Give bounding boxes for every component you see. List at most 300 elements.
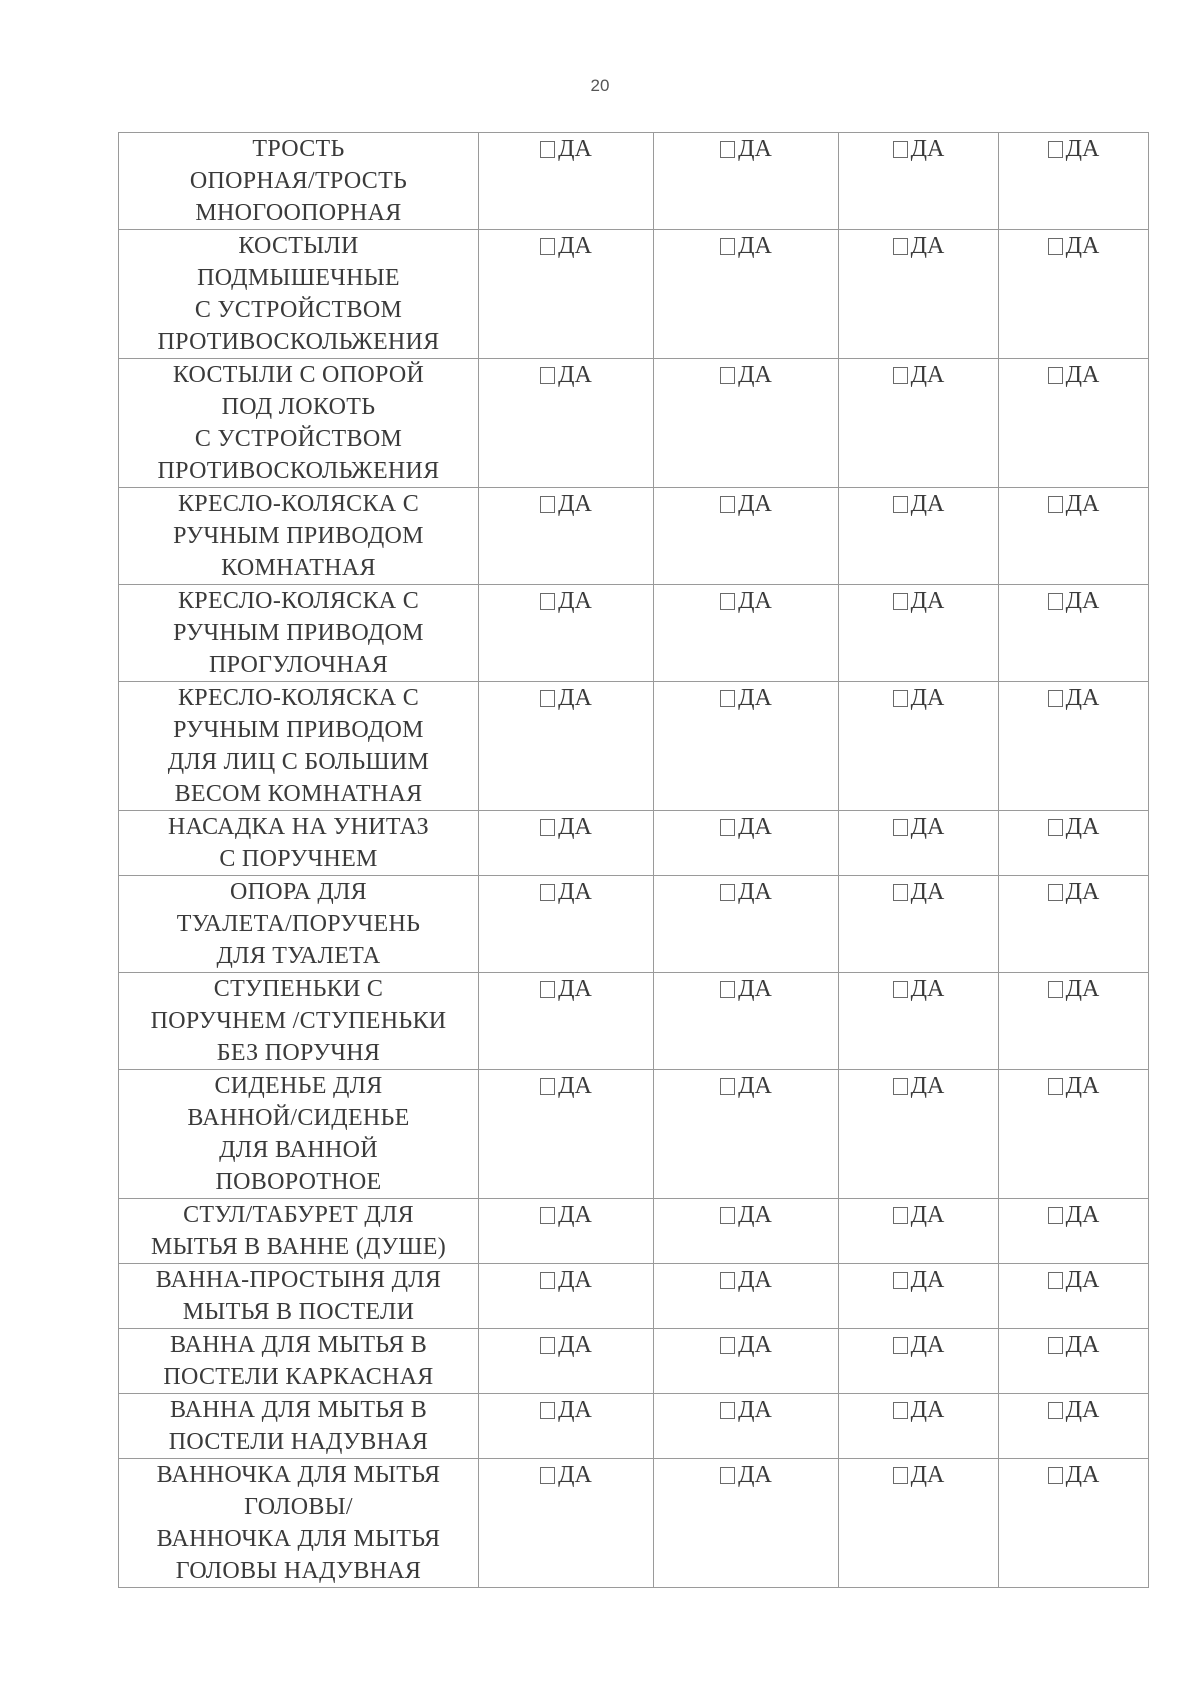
checkbox-cell	[479, 1070, 654, 1199]
item-name-line: ДЛЯ ТУАЛЕТА	[216, 943, 381, 969]
yes-checkbox[interactable]	[893, 1459, 945, 1491]
checkbox-label: ДА	[558, 1397, 592, 1423]
checkbox-square-icon[interactable]	[540, 1207, 555, 1224]
checkbox-square-icon[interactable]	[540, 238, 555, 255]
item-name-line: МЫТЬЯ В ПОСТЕЛИ	[182, 1299, 415, 1325]
checkbox-cell	[839, 876, 999, 973]
checkbox-cell	[654, 876, 839, 973]
table-row	[119, 1459, 1149, 1588]
checkbox-square-icon[interactable]	[720, 238, 735, 255]
yes-checkbox[interactable]	[893, 1199, 945, 1231]
checkbox-square-icon[interactable]	[720, 884, 735, 901]
yes-checkbox[interactable]	[1048, 585, 1100, 617]
checkbox-label: ДА	[738, 136, 772, 162]
checkbox-label: ДА	[1065, 588, 1100, 614]
yes-checkbox[interactable]	[893, 682, 945, 714]
checkbox-cell	[999, 1329, 1149, 1394]
yes-checkbox[interactable]	[1048, 682, 1100, 714]
checkbox-square-icon[interactable]	[540, 496, 555, 513]
checkbox-label: ДА	[558, 976, 592, 1002]
checkbox-cell	[654, 488, 839, 585]
yes-checkbox[interactable]	[540, 1394, 592, 1426]
item-name-line: ГОЛОВЫ/	[244, 1494, 353, 1520]
yes-checkbox[interactable]	[720, 1459, 772, 1491]
table-row	[119, 1329, 1149, 1394]
checkbox-cell	[999, 133, 1149, 230]
item-name-line: ОПОРНАЯ/ТРОСТЬ	[189, 168, 408, 194]
item-name-line: ПРОТИВОСКОЛЬЖЕНИЯ	[157, 329, 440, 355]
yes-checkbox[interactable]	[720, 230, 772, 262]
yes-checkbox[interactable]	[1048, 1199, 1100, 1231]
item-name-line: ВАННОЙ/СИДЕНЬЕ	[187, 1105, 410, 1131]
checkbox-cell	[479, 811, 654, 876]
item-name-cell	[119, 1394, 479, 1459]
item-name-line: С УСТРОЙСТВОМ	[194, 426, 403, 452]
checkbox-cell	[479, 133, 654, 230]
yes-checkbox[interactable]	[893, 876, 945, 908]
yes-checkbox[interactable]	[1048, 1329, 1100, 1361]
yes-checkbox[interactable]	[893, 1070, 945, 1102]
checkbox-label: ДА	[910, 233, 945, 259]
item-name-line: С ПОРУЧНЕМ	[219, 846, 378, 872]
item-name-line: МНОГООПОРНАЯ	[195, 200, 402, 226]
checkbox-square-icon[interactable]	[893, 1402, 908, 1419]
yes-checkbox[interactable]	[720, 1264, 772, 1296]
checkbox-label: ДА	[738, 1462, 772, 1488]
checkbox-cell	[479, 488, 654, 585]
checkbox-square-icon[interactable]	[893, 819, 908, 836]
checkbox-square-icon[interactable]	[1048, 1272, 1063, 1289]
checkbox-square-icon[interactable]	[1048, 367, 1063, 384]
yes-checkbox[interactable]	[720, 973, 772, 1005]
checkbox-label: ДА	[738, 491, 772, 517]
yes-checkbox[interactable]	[1048, 230, 1100, 262]
checkbox-square-icon[interactable]	[540, 1337, 555, 1354]
checkbox-label: ДА	[910, 879, 945, 905]
item-name-cell	[119, 359, 479, 488]
yes-checkbox[interactable]	[1048, 1459, 1100, 1491]
checkbox-label: ДА	[1065, 1332, 1100, 1358]
checkbox-label: ДА	[1065, 362, 1100, 388]
checkbox-label: ДА	[910, 1462, 945, 1488]
item-name-line: ПРОГУЛОЧНАЯ	[208, 652, 389, 678]
checkbox-label: ДА	[558, 685, 592, 711]
checkbox-square-icon[interactable]	[1048, 141, 1063, 158]
yes-checkbox[interactable]	[1048, 359, 1100, 391]
checkbox-cell	[479, 230, 654, 359]
checkbox-cell	[999, 811, 1149, 876]
item-name-cell	[119, 1264, 479, 1329]
yes-checkbox[interactable]	[720, 1394, 772, 1426]
checkbox-label: ДА	[558, 233, 592, 259]
checkbox-cell	[839, 973, 999, 1070]
checkbox-label: ДА	[910, 1332, 945, 1358]
checkbox-cell	[839, 682, 999, 811]
checkbox-cell	[479, 1264, 654, 1329]
checkbox-label: ДА	[558, 814, 592, 840]
checkbox-square-icon[interactable]	[1048, 1337, 1063, 1354]
yes-checkbox[interactable]	[540, 359, 592, 391]
checkbox-cell	[999, 488, 1149, 585]
checkbox-label: ДА	[1065, 136, 1100, 162]
yes-checkbox[interactable]	[540, 973, 592, 1005]
checkbox-cell	[654, 1070, 839, 1199]
checkbox-cell	[479, 973, 654, 1070]
checkbox-cell	[654, 1264, 839, 1329]
yes-checkbox[interactable]	[893, 1394, 945, 1426]
checkbox-cell	[999, 585, 1149, 682]
item-name-line: ДЛЯ ЛИЦ С БОЛЬШИМ	[167, 749, 430, 775]
checkbox-cell	[479, 1394, 654, 1459]
table-row	[119, 1394, 1149, 1459]
yes-checkbox[interactable]	[1048, 1264, 1100, 1296]
checkbox-square-icon[interactable]	[540, 884, 555, 901]
yes-checkbox[interactable]	[1048, 1070, 1100, 1102]
checkbox-label: ДА	[738, 362, 772, 388]
checkbox-cell	[999, 973, 1149, 1070]
checkbox-cell	[479, 1459, 654, 1588]
checkbox-label: ДА	[738, 588, 772, 614]
item-name-line: КОСТЫЛИ	[238, 233, 359, 259]
item-name-cell	[119, 230, 479, 359]
checkbox-label: ДА	[910, 1267, 945, 1293]
table-row	[119, 1070, 1149, 1199]
checkbox-square-icon[interactable]	[1048, 1207, 1063, 1224]
checkbox-label: ДА	[558, 1202, 592, 1228]
checkbox-square-icon[interactable]	[893, 1207, 908, 1224]
checkbox-label: ДА	[910, 588, 945, 614]
yes-checkbox[interactable]	[540, 230, 592, 262]
yes-checkbox[interactable]	[720, 1070, 772, 1102]
checkbox-label: ДА	[910, 1202, 945, 1228]
checkbox-cell	[999, 1199, 1149, 1264]
checkbox-cell	[654, 133, 839, 230]
item-name-cell	[119, 1199, 479, 1264]
item-name-cell	[119, 973, 479, 1070]
item-name-line: ВАННОЧКА ДЛЯ МЫТЬЯ	[156, 1526, 441, 1552]
checkbox-label: ДА	[1065, 491, 1100, 517]
checkbox-square-icon[interactable]	[1048, 819, 1063, 836]
yes-checkbox[interactable]	[540, 488, 592, 520]
item-name-line: ПОВОРОТНОЕ	[215, 1169, 382, 1195]
checkbox-cell	[839, 230, 999, 359]
checkbox-label: ДА	[558, 1332, 592, 1358]
yes-checkbox[interactable]	[540, 585, 592, 617]
checkbox-cell	[839, 585, 999, 682]
checkbox-square-icon[interactable]	[1048, 981, 1063, 998]
checkbox-cell	[999, 230, 1149, 359]
checkbox-label: ДА	[738, 685, 772, 711]
item-name-cell	[119, 133, 479, 230]
checkbox-cell	[479, 1199, 654, 1264]
yes-checkbox[interactable]	[1048, 1394, 1100, 1426]
item-name-line: КРЕСЛО-КОЛЯСКА С	[177, 588, 419, 614]
checkbox-cell	[999, 1070, 1149, 1199]
checkbox-label: ДА	[910, 976, 945, 1002]
checkbox-label: ДА	[738, 814, 772, 840]
table-row	[119, 488, 1149, 585]
item-name-line: ВАННА ДЛЯ МЫТЬЯ В	[169, 1332, 428, 1358]
yes-checkbox[interactable]	[540, 1199, 592, 1231]
yes-checkbox[interactable]	[1048, 133, 1100, 165]
checkbox-label: ДА	[558, 362, 592, 388]
checkbox-square-icon[interactable]	[540, 367, 555, 384]
item-name-line: НАСАДКА НА УНИТАЗ	[168, 814, 429, 840]
checkbox-label: ДА	[558, 1267, 592, 1293]
item-name-line: БЕЗ ПОРУЧНЯ	[216, 1040, 381, 1066]
checkbox-square-icon[interactable]	[540, 690, 555, 707]
checkbox-label: ДА	[1065, 1397, 1100, 1423]
item-name-line: ОПОРА ДЛЯ	[230, 879, 367, 905]
checkbox-square-icon[interactable]	[893, 981, 908, 998]
checkbox-label: ДА	[558, 879, 592, 905]
item-name-line: ВЕСОМ КОМНАТНАЯ	[174, 781, 423, 807]
checkbox-cell	[839, 133, 999, 230]
checkbox-square-icon[interactable]	[540, 1467, 555, 1484]
checkbox-cell	[654, 359, 839, 488]
checkbox-cell	[479, 359, 654, 488]
checkbox-square-icon[interactable]	[893, 593, 908, 610]
checkbox-label: ДА	[1065, 976, 1100, 1002]
item-name-line: С УСТРОЙСТВОМ	[194, 297, 403, 323]
checkbox-square-icon[interactable]	[540, 1402, 555, 1419]
table-row	[119, 876, 1149, 973]
checkbox-square-icon[interactable]	[720, 367, 735, 384]
item-name-line: ПОСТЕЛИ НАДУВНАЯ	[168, 1429, 429, 1455]
yes-checkbox[interactable]	[893, 230, 945, 262]
checkbox-label: ДА	[558, 491, 592, 517]
checkbox-square-icon[interactable]	[720, 1467, 735, 1484]
checkbox-square-icon[interactable]	[720, 690, 735, 707]
yes-checkbox[interactable]	[720, 1199, 772, 1231]
yes-checkbox[interactable]	[1048, 876, 1100, 908]
checkbox-square-icon[interactable]	[720, 1402, 735, 1419]
item-name-line: ВАННА-ПРОСТЫНЯ ДЛЯ	[155, 1267, 442, 1293]
item-name-line: РУЧНЫМ ПРИВОДОМ	[173, 620, 424, 646]
checkbox-square-icon[interactable]	[540, 1078, 555, 1095]
checkbox-square-icon[interactable]	[720, 141, 735, 158]
item-name-cell	[119, 876, 479, 973]
checkbox-cell	[654, 1459, 839, 1588]
yes-checkbox[interactable]	[720, 488, 772, 520]
checkbox-label: ДА	[1065, 814, 1100, 840]
checkbox-cell	[479, 1329, 654, 1394]
yes-checkbox[interactable]	[540, 1070, 592, 1102]
checkbox-label: ДА	[1065, 879, 1100, 905]
item-name-line: КРЕСЛО-КОЛЯСКА С	[177, 685, 419, 711]
checkbox-label: ДА	[1065, 1462, 1100, 1488]
checkbox-square-icon[interactable]	[1048, 884, 1063, 901]
checkbox-cell	[839, 1264, 999, 1329]
yes-checkbox[interactable]	[720, 133, 772, 165]
checkbox-square-icon[interactable]	[893, 496, 908, 513]
checkbox-square-icon[interactable]	[720, 1337, 735, 1354]
yes-checkbox[interactable]	[540, 133, 592, 165]
yes-checkbox[interactable]	[720, 811, 772, 843]
checkbox-cell	[839, 1199, 999, 1264]
item-name-cell	[119, 811, 479, 876]
checkbox-label: ДА	[910, 1397, 945, 1423]
checkbox-cell	[999, 682, 1149, 811]
table-row	[119, 359, 1149, 488]
item-name-line: СИДЕНЬЕ ДЛЯ	[214, 1073, 383, 1099]
checkbox-cell	[479, 585, 654, 682]
checkbox-square-icon[interactable]	[1048, 690, 1063, 707]
checkbox-square-icon[interactable]	[1048, 496, 1063, 513]
checkbox-square-icon[interactable]	[720, 1078, 735, 1095]
checkbox-cell	[839, 1459, 999, 1588]
checkbox-label: ДА	[910, 685, 945, 711]
checkbox-cell	[839, 811, 999, 876]
checkbox-label: ДА	[738, 233, 772, 259]
checkbox-square-icon[interactable]	[893, 238, 908, 255]
checkbox-label: ДА	[910, 136, 945, 162]
item-name-line: ТРОСТЬ	[252, 136, 345, 162]
item-name-line: ПОСТЕЛИ КАРКАСНАЯ	[163, 1364, 434, 1390]
checkbox-square-icon[interactable]	[540, 981, 555, 998]
yes-checkbox[interactable]	[540, 1264, 592, 1296]
checkbox-square-icon[interactable]	[893, 884, 908, 901]
table-row	[119, 973, 1149, 1070]
checkbox-cell	[654, 230, 839, 359]
item-name-line: КРЕСЛО-КОЛЯСКА С	[177, 491, 419, 517]
checkbox-square-icon[interactable]	[540, 593, 555, 610]
checkbox-cell	[999, 1459, 1149, 1588]
yes-checkbox[interactable]	[893, 359, 945, 391]
item-name-line: СТУПЕНЬКИ С	[213, 976, 384, 1002]
yes-checkbox[interactable]	[720, 876, 772, 908]
checkbox-square-icon[interactable]	[540, 141, 555, 158]
table-row	[119, 133, 1149, 230]
checkbox-cell	[999, 876, 1149, 973]
checkbox-square-icon[interactable]	[720, 1207, 735, 1224]
checkbox-cell	[654, 811, 839, 876]
yes-checkbox[interactable]	[540, 876, 592, 908]
yes-checkbox[interactable]	[540, 682, 592, 714]
checkbox-label: ДА	[910, 491, 945, 517]
yes-checkbox[interactable]	[1048, 973, 1100, 1005]
equipment-table	[118, 132, 1149, 1588]
checkbox-cell	[839, 359, 999, 488]
checkbox-square-icon[interactable]	[1048, 593, 1063, 610]
yes-checkbox[interactable]	[540, 1329, 592, 1361]
checkbox-square-icon[interactable]	[1048, 1467, 1063, 1484]
table-row	[119, 682, 1149, 811]
checkbox-label: ДА	[558, 136, 592, 162]
checkbox-square-icon[interactable]	[720, 819, 735, 836]
yes-checkbox[interactable]	[893, 488, 945, 520]
checkbox-square-icon[interactable]	[540, 819, 555, 836]
checkbox-label: ДА	[1065, 233, 1100, 259]
checkbox-square-icon[interactable]	[1048, 238, 1063, 255]
checkbox-cell	[839, 1394, 999, 1459]
item-name-line: ПОДМЫШЕЧНЫЕ	[197, 265, 400, 291]
checkbox-label: ДА	[738, 1202, 772, 1228]
item-name-cell	[119, 585, 479, 682]
checkbox-square-icon[interactable]	[1048, 1078, 1063, 1095]
table-row	[119, 585, 1149, 682]
checkbox-label: ДА	[558, 1073, 592, 1099]
yes-checkbox[interactable]	[893, 811, 945, 843]
item-name-cell	[119, 488, 479, 585]
yes-checkbox[interactable]	[720, 585, 772, 617]
checkbox-label: ДА	[558, 1462, 592, 1488]
checkbox-square-icon[interactable]	[720, 496, 735, 513]
yes-checkbox[interactable]	[720, 1329, 772, 1361]
yes-checkbox[interactable]	[1048, 811, 1100, 843]
yes-checkbox[interactable]	[540, 811, 592, 843]
checkbox-cell	[999, 1264, 1149, 1329]
checkbox-square-icon[interactable]	[720, 1272, 735, 1289]
yes-checkbox[interactable]	[1048, 488, 1100, 520]
checkbox-square-icon[interactable]	[720, 981, 735, 998]
item-name-cell	[119, 1070, 479, 1199]
checkbox-cell	[479, 682, 654, 811]
checkbox-cell	[654, 1329, 839, 1394]
checkbox-label: ДА	[738, 1332, 772, 1358]
checkbox-square-icon[interactable]	[720, 593, 735, 610]
checkbox-cell	[999, 1394, 1149, 1459]
item-name-cell	[119, 1459, 479, 1588]
item-name-line: КОСТЫЛИ С ОПОРОЙ	[172, 362, 425, 388]
yes-checkbox[interactable]	[720, 359, 772, 391]
checkbox-cell	[654, 973, 839, 1070]
checkbox-label: ДА	[910, 1073, 945, 1099]
checkbox-square-icon[interactable]	[893, 1078, 908, 1095]
table-row	[119, 811, 1149, 876]
item-name-line: ПОД ЛОКОТЬ	[221, 394, 376, 420]
checkbox-label: ДА	[1065, 1202, 1100, 1228]
checkbox-square-icon[interactable]	[893, 1337, 908, 1354]
item-name-line: ТУАЛЕТА/ПОРУЧЕНЬ	[176, 911, 421, 937]
table-row	[119, 230, 1149, 359]
checkbox-label: ДА	[738, 1267, 772, 1293]
checkbox-cell	[654, 682, 839, 811]
checkbox-cell	[654, 585, 839, 682]
item-name-line: СТУЛ/ТАБУРЕТ ДЛЯ	[183, 1202, 414, 1228]
checkbox-label: ДА	[558, 588, 592, 614]
checkbox-cell	[839, 488, 999, 585]
checkbox-label: ДА	[738, 976, 772, 1002]
checkbox-square-icon[interactable]	[893, 690, 908, 707]
yes-checkbox[interactable]	[720, 682, 772, 714]
item-name-line: КОМНАТНАЯ	[221, 555, 376, 581]
checkbox-label: ДА	[738, 1073, 772, 1099]
checkbox-square-icon[interactable]	[893, 367, 908, 384]
yes-checkbox[interactable]	[893, 1329, 945, 1361]
checkbox-cell	[654, 1394, 839, 1459]
checkbox-cell	[839, 1070, 999, 1199]
checkbox-square-icon[interactable]	[893, 141, 908, 158]
table-row	[119, 1199, 1149, 1264]
yes-checkbox[interactable]	[893, 585, 945, 617]
yes-checkbox[interactable]	[893, 133, 945, 165]
checkbox-square-icon[interactable]	[540, 1272, 555, 1289]
item-name-line: ВАННА ДЛЯ МЫТЬЯ В	[169, 1397, 428, 1423]
checkbox-cell	[479, 876, 654, 973]
checkbox-label: ДА	[738, 879, 772, 905]
item-name-line: РУЧНЫМ ПРИВОДОМ	[173, 717, 424, 743]
checkbox-square-icon[interactable]	[1048, 1402, 1063, 1419]
checkbox-square-icon[interactable]	[893, 1467, 908, 1484]
item-name-line: РУЧНЫМ ПРИВОДОМ	[173, 523, 424, 549]
yes-checkbox[interactable]	[893, 1264, 945, 1296]
checkbox-label: ДА	[910, 814, 945, 840]
yes-checkbox[interactable]	[893, 973, 945, 1005]
yes-checkbox[interactable]	[540, 1459, 592, 1491]
checkbox-square-icon[interactable]	[893, 1272, 908, 1289]
checkbox-label: ДА	[910, 362, 945, 388]
